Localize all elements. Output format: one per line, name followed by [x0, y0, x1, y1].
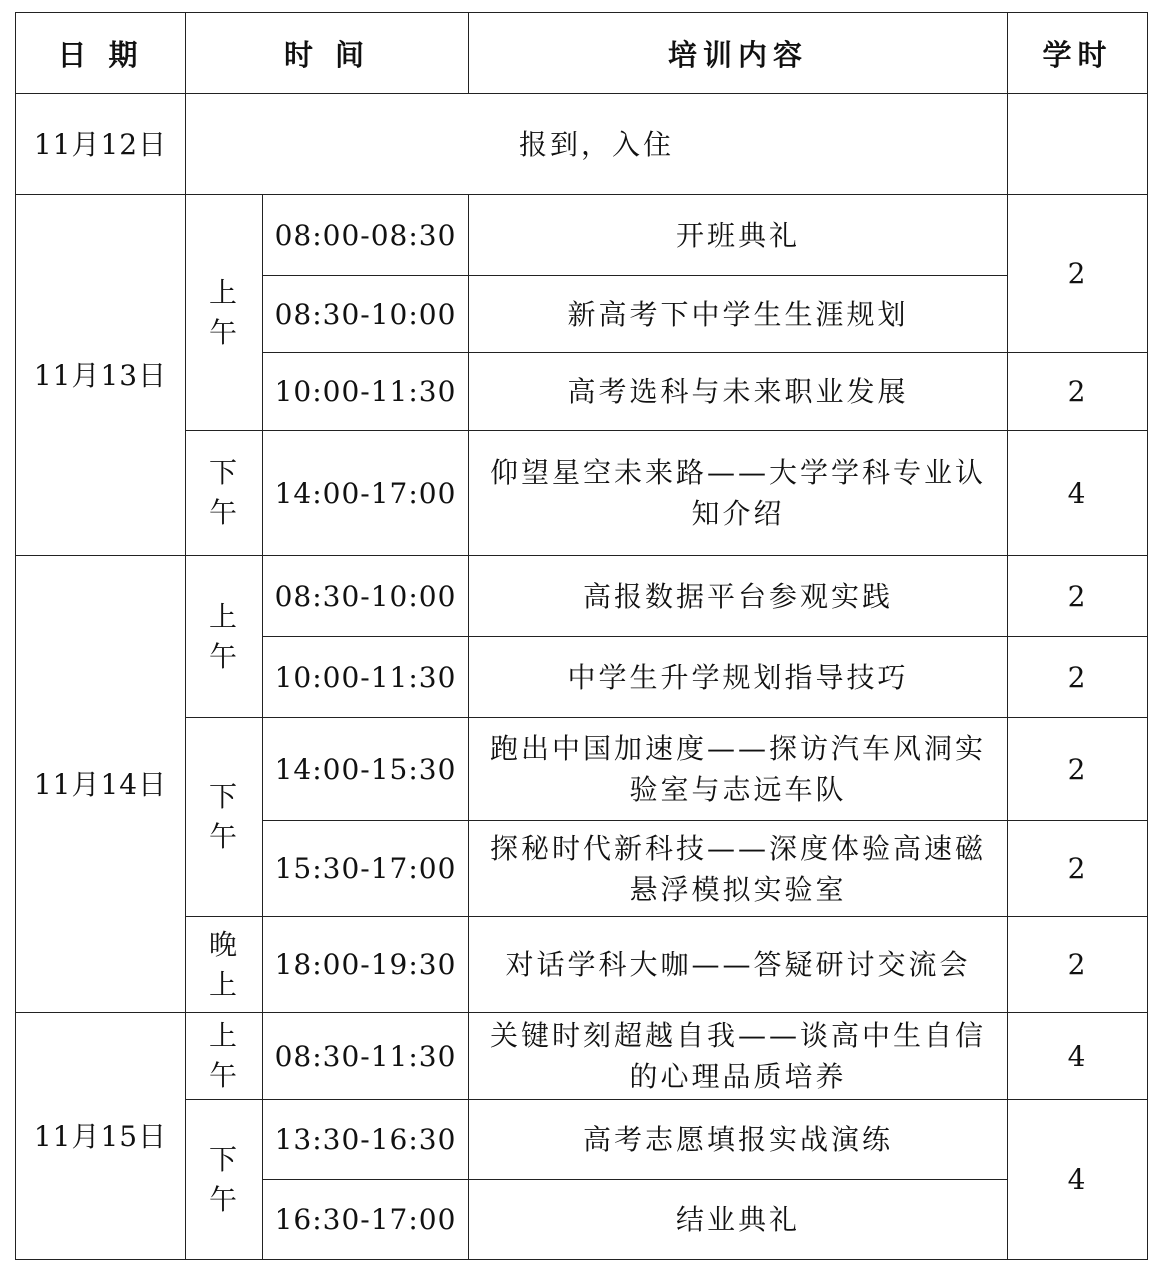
- content-cell: 结业典礼: [469, 1180, 1008, 1260]
- table-row: [16, 556, 1148, 637]
- content-cell: 对话学科大咖——答疑研讨交流会: [469, 917, 1008, 1013]
- date-cell: 11月14日: [16, 556, 186, 1013]
- period-cell: [186, 1100, 263, 1260]
- period-label: 上午: [208, 275, 239, 349]
- table-row: [16, 431, 1148, 556]
- time-cell: 14:00-17:00: [263, 431, 469, 556]
- hours-cell: 4: [1008, 1013, 1148, 1100]
- time-cell: 14:00-15:30: [263, 718, 469, 821]
- hours-cell: 2: [1008, 195, 1148, 353]
- period-cell: [186, 556, 263, 718]
- header-hours: 学时: [1008, 13, 1148, 94]
- period-cell: [186, 195, 263, 431]
- period-cell: [186, 917, 263, 1013]
- header-content: 培训内容: [469, 13, 1008, 94]
- time-cell: 15:30-17:00: [263, 821, 469, 917]
- hours-cell: 2: [1008, 917, 1148, 1013]
- content-cell: 关键时刻超越自我——谈高中生自信的心理品质培养: [469, 1013, 1008, 1100]
- content-cell: 高报数据平台参观实践: [469, 556, 1008, 637]
- table-row: [16, 1100, 1148, 1180]
- table-row: [16, 718, 1148, 821]
- time-cell: 08:30-11:30: [263, 1013, 469, 1100]
- content-cell: 报到，入住: [186, 94, 1008, 195]
- period-label: 晚上: [208, 927, 239, 1001]
- header-date: 日 期: [16, 13, 186, 94]
- period-cell: [186, 431, 263, 556]
- hours-cell: 2: [1008, 718, 1148, 821]
- period-label: 下午: [208, 456, 239, 529]
- content-cell: 跑出中国加速度——探访汽车风洞实验室与志远车队: [469, 718, 1008, 821]
- hours-cell: [1008, 94, 1148, 195]
- period-label: 上午: [208, 1019, 239, 1092]
- table-row: [16, 195, 1148, 276]
- time-cell: 10:00-11:30: [263, 637, 469, 718]
- content-cell: 仰望星空未来路——大学学科专业认知介绍: [469, 431, 1008, 556]
- date-cell: 11月12日: [16, 94, 186, 195]
- content-cell: 新高考下中学生生涯规划: [469, 276, 1008, 353]
- period-cell: [186, 1013, 263, 1100]
- period-label: 下午: [208, 1142, 239, 1216]
- time-cell: 16:30-17:00: [263, 1180, 469, 1260]
- header-row: [16, 13, 1148, 94]
- hours-cell: 2: [1008, 556, 1148, 637]
- hours-cell: 2: [1008, 353, 1148, 431]
- hours-cell: 4: [1008, 431, 1148, 556]
- schedule-table: [15, 12, 1148, 1260]
- hours-cell: 4: [1008, 1100, 1148, 1260]
- table-row: [16, 1013, 1148, 1100]
- period-label: 上午: [208, 599, 239, 673]
- content-cell: 高考选科与未来职业发展: [469, 353, 1008, 431]
- hours-cell: 2: [1008, 637, 1148, 718]
- period-label: 下午: [208, 780, 239, 853]
- date-cell: 11月13日: [16, 195, 186, 556]
- date-cell: 11月15日: [16, 1013, 186, 1260]
- content-cell: 开班典礼: [469, 195, 1008, 276]
- period-cell: [186, 718, 263, 917]
- time-cell: 08:30-10:00: [263, 276, 469, 353]
- hours-cell: 2: [1008, 821, 1148, 917]
- time-cell: 13:30-16:30: [263, 1100, 469, 1180]
- header-time: 时 间: [186, 13, 469, 94]
- table-row: [16, 94, 1148, 195]
- time-cell: 08:00-08:30: [263, 195, 469, 276]
- time-cell: 18:00-19:30: [263, 917, 469, 1013]
- time-cell: 08:30-10:00: [263, 556, 469, 637]
- content-cell: 中学生升学规划指导技巧: [469, 637, 1008, 718]
- table-row: [16, 917, 1148, 1013]
- content-cell: 探秘时代新科技——深度体验高速磁悬浮模拟实验室: [469, 821, 1008, 917]
- content-cell: 高考志愿填报实战演练: [469, 1100, 1008, 1180]
- time-cell: 10:00-11:30: [263, 353, 469, 431]
